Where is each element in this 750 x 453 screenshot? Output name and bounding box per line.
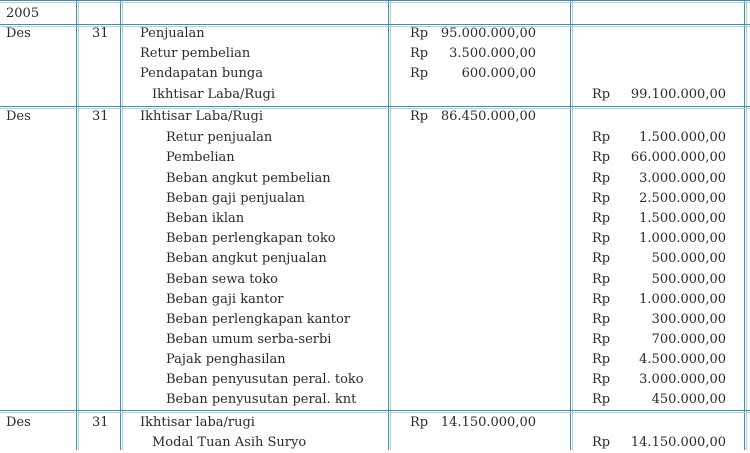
- entry-month: Des: [6, 26, 31, 41]
- account-name: Beban perlengkapan kantor: [166, 312, 351, 327]
- credit-currency: Rp: [592, 150, 611, 165]
- credit-currency: Rp: [592, 251, 611, 266]
- credit-amount: 1.500.000,00: [639, 130, 726, 145]
- entry-day: 31: [92, 26, 109, 41]
- account-name: Beban angkut pembelian: [166, 171, 331, 186]
- credit-amount: 1.000.000,00: [639, 231, 726, 246]
- credit-currency: Rp: [592, 171, 611, 186]
- credit-currency: Rp: [592, 231, 611, 246]
- debit-currency: Rp: [410, 415, 429, 430]
- journal-row: [0, 290, 750, 310]
- credit-amount: 500.000,00: [651, 251, 726, 266]
- entry-day: 31: [92, 415, 109, 430]
- credit-currency: Rp: [592, 435, 611, 450]
- row-divider: [0, 0, 750, 1]
- credit-amount: 1.500.000,00: [639, 211, 726, 226]
- credit-currency: Rp: [592, 211, 611, 226]
- account-name: Ikhtisar Laba/Rugi: [140, 109, 264, 124]
- credit-amount: 3.000.000,00: [639, 372, 726, 387]
- credit-currency: Rp: [592, 87, 611, 102]
- account-name: Beban penyusutan peral. knt: [166, 392, 357, 407]
- account-name: Beban gaji penjualan: [166, 191, 306, 206]
- journal-row: [0, 350, 750, 370]
- account-name: Pendapatan bunga: [140, 66, 263, 81]
- journal-row: [0, 433, 750, 453]
- account-name: Beban iklan: [166, 211, 245, 226]
- journal-row: [0, 390, 750, 410]
- account-name: Beban perlengkapan toko: [166, 231, 336, 246]
- journal-row: [0, 169, 750, 189]
- debit-amount: 3.500.000,00: [449, 46, 536, 61]
- account-name: Ikhtisar laba/rugi: [140, 415, 255, 430]
- journal-row: [0, 128, 750, 148]
- journal-row: [0, 413, 750, 433]
- credit-amount: 700.000,00: [651, 332, 726, 347]
- account-name: Ikhtisar Laba/Rugi: [152, 87, 276, 102]
- credit-currency: Rp: [592, 191, 611, 206]
- debit-amount: 14.150.000,00: [440, 415, 536, 430]
- credit-currency: Rp: [592, 130, 611, 145]
- credit-currency: Rp: [592, 352, 611, 367]
- credit-amount: 14.150.000,00: [630, 435, 726, 450]
- journal-row: [0, 64, 750, 84]
- journal-row: [0, 249, 750, 269]
- account-name: Pembelian: [166, 150, 235, 165]
- credit-amount: 1.000.000,00: [639, 292, 726, 307]
- account-name: Beban sewa toko: [166, 272, 278, 287]
- credit-amount: 300.000,00: [651, 312, 726, 327]
- credit-currency: Rp: [592, 332, 611, 347]
- year-label: 2005: [6, 6, 40, 21]
- journal-row: [0, 209, 750, 229]
- row-divider: [0, 410, 750, 411]
- journal-row: [0, 370, 750, 390]
- credit-amount: 99.100.000,00: [630, 87, 726, 102]
- credit-amount: 450.000,00: [651, 392, 726, 407]
- account-name: Retur pembelian: [140, 46, 251, 61]
- journal-row: [0, 24, 750, 44]
- credit-amount: 500.000,00: [651, 272, 726, 287]
- debit-currency: Rp: [410, 46, 429, 61]
- account-name: Beban umum serba-serbi: [166, 332, 332, 347]
- credit-amount: 3.000.000,00: [639, 171, 726, 186]
- account-name: Beban penyusutan peral. toko: [166, 372, 364, 387]
- account-name: Beban angkut penjualan: [166, 251, 327, 266]
- debit-amount: 600.000,00: [461, 66, 536, 81]
- credit-currency: Rp: [592, 272, 611, 287]
- journal-row: [0, 310, 750, 330]
- account-name: Retur penjualan: [166, 130, 273, 145]
- account-name: Modal Tuan Asih Suryo: [152, 435, 307, 450]
- credit-amount: 2.500.000,00: [639, 191, 726, 206]
- debit-currency: Rp: [410, 26, 429, 41]
- credit-currency: Rp: [592, 372, 611, 387]
- journal-row: [0, 330, 750, 350]
- debit-currency: Rp: [410, 109, 429, 124]
- debit-amount: 95.000.000,00: [440, 26, 536, 41]
- journal-row: [0, 44, 750, 64]
- account-name: Pajak penghasilan: [166, 352, 286, 367]
- journal-row: [0, 148, 750, 168]
- journal-row: [0, 85, 750, 105]
- journal-row: [0, 189, 750, 209]
- credit-currency: Rp: [592, 292, 611, 307]
- debit-amount: 86.450.000,00: [440, 109, 536, 124]
- account-name: Beban gaji kantor: [166, 292, 284, 307]
- account-name: Penjualan: [140, 26, 205, 41]
- entry-day: 31: [92, 109, 109, 124]
- entry-month: Des: [6, 109, 31, 124]
- credit-currency: Rp: [592, 392, 611, 407]
- year-row: [0, 4, 750, 24]
- journal-row: [0, 270, 750, 290]
- journal-row: [0, 229, 750, 249]
- entry-month: Des: [6, 415, 31, 430]
- credit-amount: 4.500.000,00: [639, 352, 726, 367]
- credit-amount: 66.000.000,00: [630, 150, 726, 165]
- credit-currency: Rp: [592, 312, 611, 327]
- debit-currency: Rp: [410, 66, 429, 81]
- journal-row: [0, 107, 750, 127]
